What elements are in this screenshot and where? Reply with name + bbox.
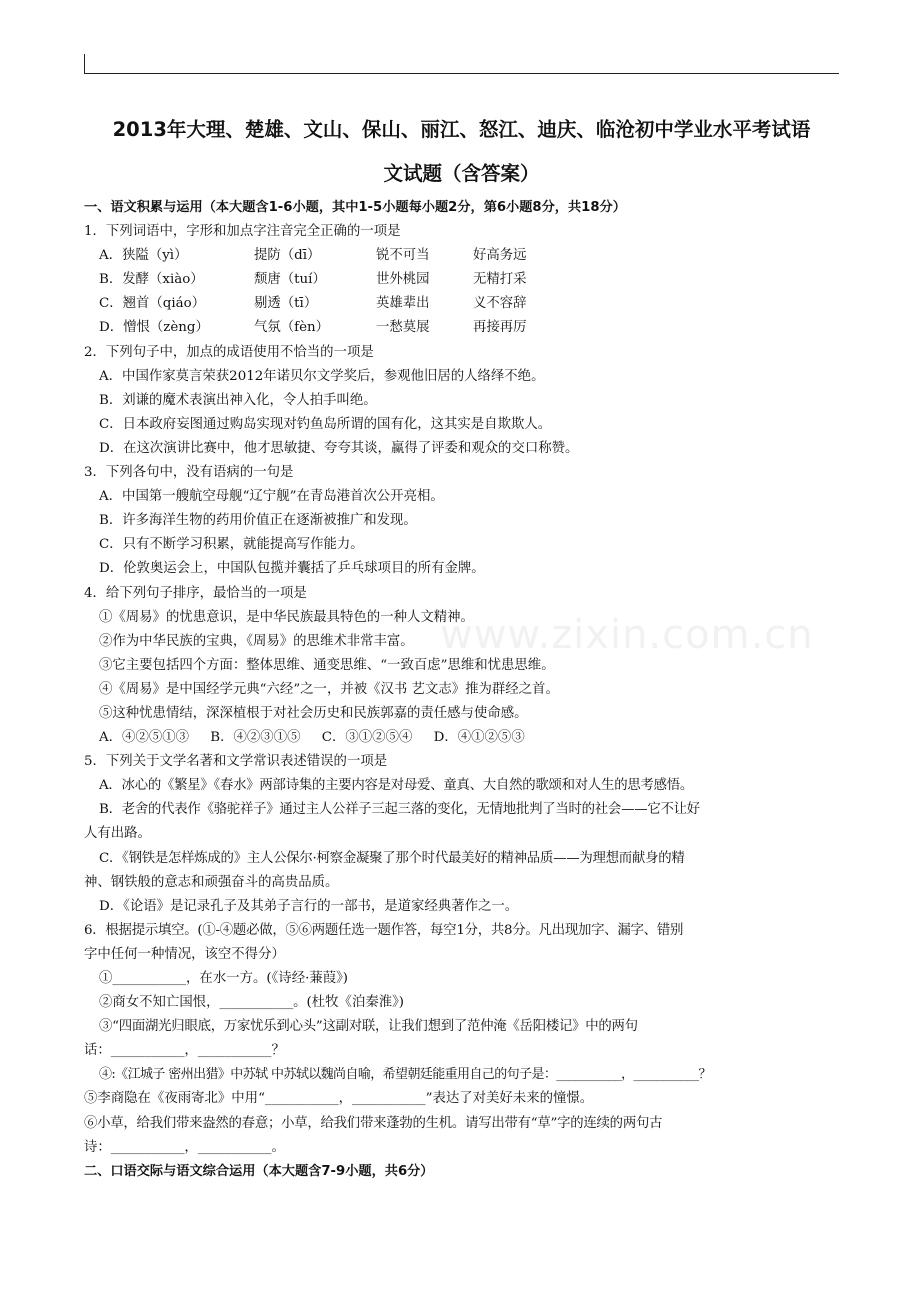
section2-heading: 二、口语交际与语文综合运用（本大题含7-9小题，共6分）	[84, 1163, 434, 1179]
doc-title-line1: 2013年大理、楚雄、文山、保山、丽江、怒江、迪庆、临沧初中学业水平考试语	[112, 118, 811, 141]
section1-heading: 一、语文积累与运用（本大题含1-6小题，其中1-5小题每小题2分，第6小题8分，共18分）	[84, 200, 626, 215]
q5-line-2: B．老舍的代表作《骆驼祥子》通过主人公祥子三起三落的变化，无情地批判了当时的社会——它不让好	[99, 802, 700, 818]
q1-d-3: 一愁莫展	[376, 320, 430, 336]
q1-stem: 1．下列词语中，字形和加点字注音完全正确的一项是	[84, 224, 401, 240]
q6-line-1: 6．根据提示填空。(①-④题必做，⑤⑥两题任选一题作答，每空1分，共8分。凡出现加字、漏字、错别	[84, 922, 684, 938]
q5-stem: 5．下列关于文学名著和文学常识表述错误的一项是	[84, 754, 388, 770]
q1-a-2: 提防（dī）	[254, 248, 321, 264]
q1-b-1: B．发酵（xiào）	[99, 272, 204, 288]
header-tick	[84, 54, 85, 73]
q5-line-1: A．冰心的《繁星》《春水》两部诗集的主要内容是对母爱、童真、大自然的歌颂和对人生的思考感悟。	[99, 778, 694, 794]
q1-d-1: D．憎恨（zèng）	[99, 320, 209, 336]
q6-line-2: 字中任何一种情况，该空不得分）	[84, 946, 285, 962]
q6-line-9: ⑥小草，给我们带来盎然的春意；小草，给我们带来蓬勃的生机。请写出带有“草”字的连续的两句古	[84, 1115, 663, 1131]
q4-item-2: ②作为中华民族的宝典，《周易》的思维术非常丰富。	[99, 633, 414, 649]
q6-line-7: ④:《江城子 密州出猎》中苏轼 中苏轼以魏尚自喻，希望朝廷能重用自己的句子是：___________，___________？	[99, 1067, 711, 1083]
q1-d-2: 气氛（fèn）	[254, 320, 330, 336]
q5-line-5: 神、钢铁般的意志和顽强奋斗的高贵品质。	[84, 874, 339, 890]
q1-option-d	[84, 316, 839, 340]
q1-option-a	[84, 244, 839, 268]
q3-option-b: B．许多海洋生物的药用价值正在逐渐被推广和发现。	[99, 513, 417, 529]
q4-item-3: ③它主要包括四个方面：整体思维、通变思维、“一致百虑”思维和忧患思维。	[99, 657, 555, 673]
doc-title-line2: 文试题（含答案）	[383, 162, 540, 185]
q1-option-b	[84, 268, 839, 292]
q4-item-4: ④《周易》是中国经学元典“六经”之一，并被《汉书 艺文志》推为群经之首。	[99, 681, 559, 697]
q3-option-d: D．伦敦奥运会上，中国队包揽并囊括了乒乓球项目的所有金牌。	[99, 561, 485, 577]
q4-item-1: ①《周易》的忧患意识，是中华民族最具特色的一种人文精神。	[99, 609, 474, 625]
q2-option-a: A．中国作家莫言荣获2012年诺贝尔文学奖后，参观他旧居的人络绎不绝。	[99, 368, 545, 384]
q1-a-4: 好高务远	[473, 248, 527, 264]
watermark: www.zixin.com.cn	[440, 612, 814, 658]
q1-b-3: 世外桃园	[376, 272, 430, 288]
q1-c-4: 义不容辞	[473, 296, 527, 312]
q1-c-2: 剔透（tī）	[254, 296, 318, 312]
q2-option-d: D．在这次演讲比赛中，他才思敏捷、夸夸其谈，赢得了评委和观众的交口称赞。	[99, 440, 579, 456]
q6-line-4: ②商女不知亡国恨，___________。(杜牧《泊秦淮》)	[99, 995, 405, 1011]
q1-a-3: 锐不可当	[376, 248, 430, 264]
q1-b-2: 颓唐（tuí）	[254, 272, 326, 288]
q1-c-3: 英雄辈出	[376, 296, 430, 312]
q5-line-3: 人有出路。	[84, 826, 151, 842]
q1-b-4: 无精打采	[473, 272, 527, 288]
q1-c-1: C．翘首（qiáo）	[99, 296, 206, 312]
q6-line-10: 诗：___________，___________。	[84, 1139, 285, 1155]
q6-line-8: ⑤李商隐在《夜雨寄北》中用“___________，___________”表达了对美好未来的憧憬。	[84, 1091, 594, 1107]
q6-line-5: ③“四面湖光归眼底，万家忧乐到心头”这副对联，让我们想到了范仲淹《岳阳楼记》中的两句	[99, 1019, 638, 1035]
q6-line-6: 话：___________，___________？	[84, 1043, 285, 1059]
q5-line-4: C．《钢铁是怎样炼成的》主人公保尔·柯察金凝聚了那个时代最美好的精神品质——为理想而献身的精	[99, 850, 685, 866]
q1-d-4: 再接再厉	[473, 320, 527, 336]
q2-option-b: B．刘谦的魔术表演出神入化，令人拍手叫绝。	[99, 392, 377, 408]
q4-stem: 4．给下列句子排序，最恰当的一项是	[84, 585, 307, 601]
q3-option-c: C．只有不断学习积累，就能提高写作能力。	[99, 537, 364, 553]
q3-stem: 3．下列各句中，没有语病的一句是	[84, 465, 294, 481]
header-rule	[84, 73, 839, 74]
q4-options: A．④②⑤①③ B．④②③①⑤ C．③①②⑤④ D．④①②⑤③	[99, 730, 525, 746]
q1-option-c	[84, 292, 839, 316]
q2-option-c: C．日本政府妄图通过购岛实现对钓鱼岛所谓的国有化，这其实是自欺欺人。	[99, 416, 552, 432]
q2-stem: 2．下列句子中，加点的成语使用不恰当的一项是	[84, 344, 374, 360]
q5-line-6: D．《论语》是记录孔子及其弟子言行的一部书，是道家经典著作之一。	[99, 898, 519, 914]
q6-line-3: ①___________，在水一方。(《诗经·蒹葭》)	[99, 971, 349, 986]
q3-option-a: A．中国第一艘航空母舰“辽宁舰”在青岛港首次公开亮相。	[99, 489, 444, 505]
q4-item-5: ⑤这种忧患情结，深深植根于对社会历史和民族郭嘉的责任感与使命感。	[99, 705, 528, 721]
q1-a-1: A．狭隘（yì）	[99, 248, 188, 264]
document-body	[84, 196, 839, 1184]
